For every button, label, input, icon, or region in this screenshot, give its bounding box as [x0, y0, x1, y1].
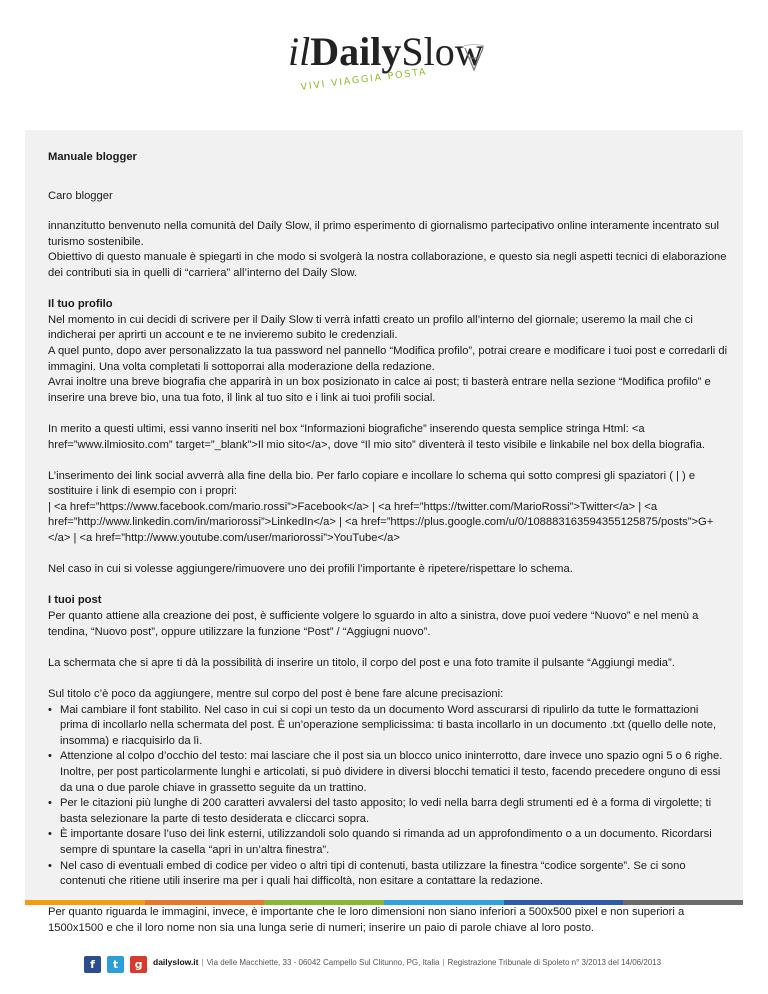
footer-text: dailyslow.it | Via delle Macchiette, 33 - 06042 Campello Sul Clitunno, PG, Italia | Registrazione Tribunale di Spoleto n° 3/2013 del 14/06/2013: [153, 957, 662, 967]
list-item: • Mai cambiare il font stabilito. Nel caso in cui si copi un testo da un documento Word asscurarsi di ripulirlo da tutte le formattazioni prima di incollarlo nella schermata del post. È un’operazione semplicissima: ti basta incollarlo in un documento .txt (quello delle note, insomma) e riacquisirlo da lì.: [48, 703, 728, 750]
postmark-icon: [462, 44, 486, 74]
precisazioni-intro: Sul titolo c’è poco da aggiungere, mentre sul corpo del post è bene fare alcune precisazioni:: [48, 688, 504, 700]
color-bar-segment: [384, 900, 504, 905]
google-plus-icon[interactable]: g: [130, 956, 147, 973]
facebook-icon[interactable]: f: [84, 956, 101, 973]
twitter-icon[interactable]: t: [107, 956, 124, 973]
footer-site-link[interactable]: dailyslow.it: [153, 957, 199, 967]
posts-intro: Per quanto attiene alla creazione dei post, è sufficiente volgere lo sguardo in alto a sinistra, dove puoi vedere “Nuovo” e nel menù a tendina, “Nuovo post”, oppure utilizzare la funzione “Post” / “Aggiugni nuovo”.: [48, 610, 699, 638]
intro-paragraph: [48, 219, 728, 281]
posts-screen-paragraph: La schermata che si apre ti dà la possibilità di inserire un titolo, il corpo del post e una foto tramite il pulsante “Aggiungi media”.: [48, 656, 675, 669]
profile-line-3: Avrai inoltre una breve biografia che apparirà in un box posizionato in calce ai post; ti basterà entrare nella sezione “Modifica profilo” e inserire una breve bio, una tua foto, il link al tuo sito e i link ai tuoi profili social.: [48, 376, 711, 404]
salutation: Caro blogger: [48, 189, 113, 202]
precisazioni-list: [48, 703, 728, 890]
links-paragraph: In merito a questi ultimi, essi vanno inseriti nel box “Informazioni biografiche” inserendo questa semplice stringa Html: <a href=”www.ilmiosito.com” target=”_blank”>Il mio sito</a>, dove “Il mio sito” diventerà il testo visibile e linkabile nel box della biografia.: [48, 422, 705, 451]
images-paragraph: Per quanto riguarda le immagini, invece, è importante che le loro dimensioni non siano inferiori a 500x500 pixel e non superiori a 1500x1500 e che il loro nome non sia una lunga serie di numeri; inserire un paio di parole chiave al loro posto.: [48, 906, 685, 934]
header: [0, 0, 768, 130]
document-title: Manuale blogger: [48, 151, 137, 163]
list-item: • Nel caso di eventuali embed di codice per video o altri tipi di contenuti, basta utilizzare la finestra “codice sorgente”. Se ci sono contenuti che ritiene utili inserire ma per i quali hai difficoltà, non esitare a contattare la redazione.: [48, 859, 728, 890]
logo-slow: Slow: [401, 29, 484, 74]
social-paragraph: [48, 469, 728, 547]
color-bar-segment: [504, 900, 624, 905]
list-item: • Per le citazioni più lunghe di 200 caratteri avvalersi del tasto apposito; lo vedi nella barra degli strumenti ed è a forma di virgolette; ti basta selezionare la parte di testo desiderata e cliccarci sopra.: [48, 796, 728, 827]
footer-registration: Registrazione Tribunale di Spoleto n° 3/2013 del 14/06/2013: [447, 958, 662, 967]
color-bar-segment: [25, 900, 145, 905]
footer-address: Via delle Macchiette, 33 - 06042 Campello Sul Clitunno, PG, Italia: [206, 958, 440, 967]
logo-wordmark: [288, 30, 484, 74]
logo-il: il: [288, 29, 311, 74]
profile-line-1: Nel momento in cui decidi di scrivere per il Daily Slow ti verrà infatti creato un profilo all’interno del giornale; useremo la mail che ci indicherai per aprirti un account e te ne invieremo subito le credenziali.: [48, 313, 693, 342]
profile-line-2: A quel punto, dopo aver personalizzato la tua password nel pannello “Modifica profilo”, potrai creare e modificare i tuoi post e corredarli di immagini. Una volta completati li sottoporrai alla moderazione della redazione.: [48, 344, 728, 373]
document-content: [48, 150, 728, 952]
document-body: [25, 130, 743, 934]
color-bar-segment: [145, 900, 265, 905]
profile-heading: Il tuo profilo: [48, 298, 113, 311]
color-bar-segment: [623, 900, 743, 905]
list-item: • È importante dosare l’uso dei link esterni, utilizzandoli solo quando si rimanda ad un approfondimento o a un documento. Ricordarsi sempre di spuntare la casella “apri in un’altra finestra”.: [48, 827, 728, 858]
footer: [0, 940, 768, 970]
color-bar: [25, 900, 743, 905]
logo[interactable]: [288, 30, 508, 120]
social-note: Nel caso in cui si volesse aggiungere/rimuovere uno dei profili l’importante è ripetere/rispettare lo schema.: [48, 563, 573, 576]
color-bar-segment: [264, 900, 384, 905]
list-item: • Attenzione al colpo d’occhio del testo: mai lasciare che il post sia un blocco unico ininterrotto, dare invece uno spazio ogni 5 o 6 righe. Inoltre, per post particolarmente lunghi e articolati, si può dividere in diversi blocchi tematici il testo, facendo precedere onguno di essi da una o due parole chiave in grassetto seguite da un trattino.: [48, 749, 728, 796]
profile-section: [48, 297, 728, 406]
logo-daily: Daily: [310, 29, 402, 74]
posts-section: [48, 593, 728, 640]
posts-heading: I tuoi post: [48, 594, 102, 607]
logo-tagline: VIVI VIAGGIA POSTA: [300, 66, 428, 93]
intro-line-2: Obiettivo di questo manuale è spiegarti in che modo si svolgerà la nostra collaborazione, e questo sia negli aspetti tecnici di elaborazione dei contributi sia in quelli di “carriera” all’interno del Daily Slow.: [48, 251, 727, 279]
social-code-line: | <a href=”https://www.facebook.com/mario.rossi”>Facebook</a> | <a href=”https://twitter.com/MarioRossi”>Twitter</a> | <a href=”http://www.linkedin.com/in/mariorossi”>LinkedIn</a> | <a href=”https://plus.google.com/u/0/108883163594355125875/posts”>G+</a> | <a href=”http://www.youtube.com/user/mariorossi”>YouTube</a>: [48, 500, 714, 545]
intro-line-1: innanzitutto benvenuto nella comunità del Daily Slow, il primo esperimento di giornalismo partecipativo online interamente incentrato sul turismo sostenibile.: [48, 220, 719, 248]
social-intro-line: L’inserimento dei link social avverrà alla fine della bio. Per farlo copiare e incollare lo schema qui sotto compresi gli spaziatori ( | ) e sostituire i link di esempio con i propri:: [48, 469, 696, 498]
